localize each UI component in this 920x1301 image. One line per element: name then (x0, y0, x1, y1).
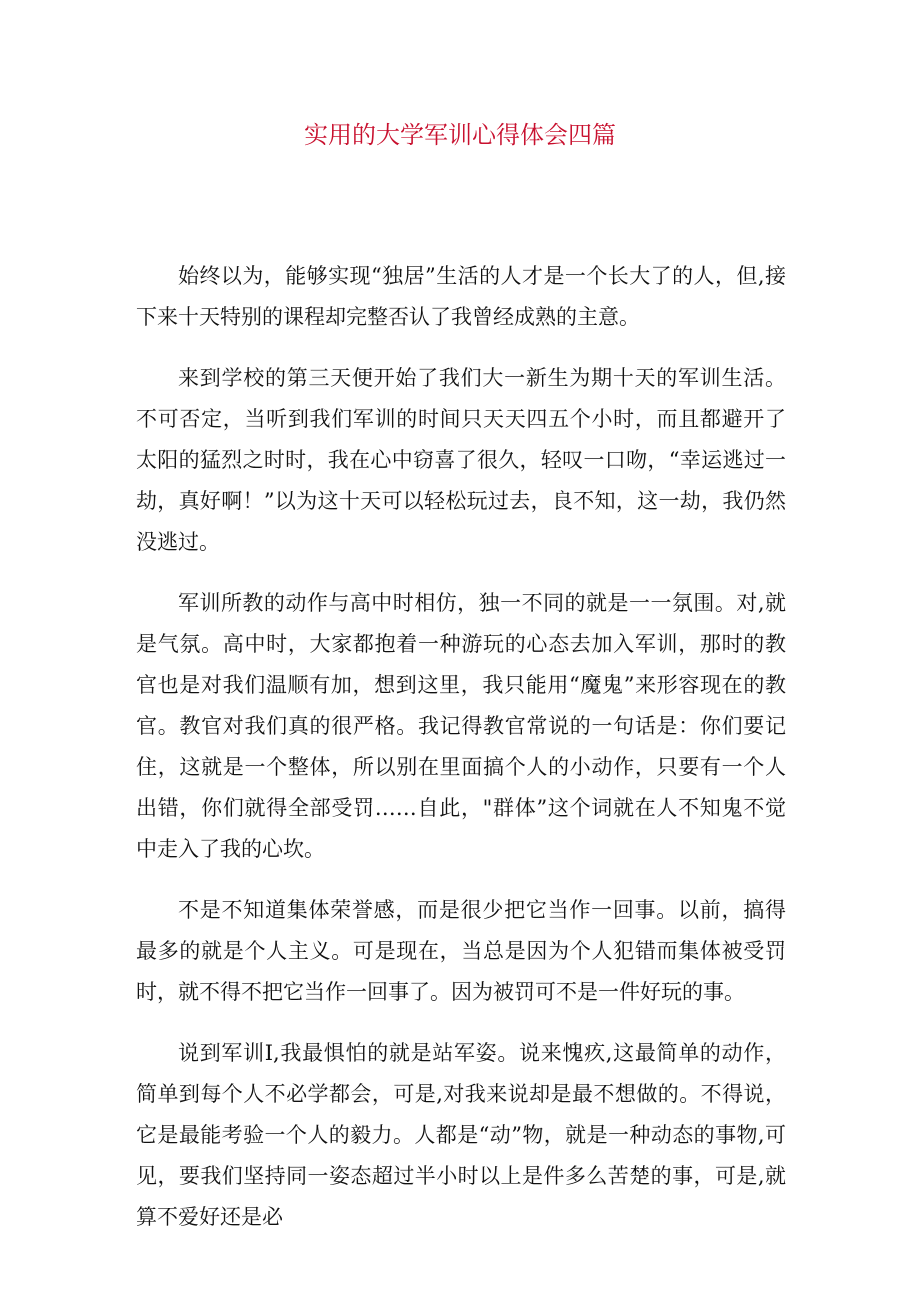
paragraph-2: 来到学校的第三天便开始了我们大一新生为期十天的军训生活。不可否定，当听到我们军训的时间只天天四五个小时，而且都避开了太阳的猛烈之时时，我在心中窃喜了很久，轻叹一口吻，“幸运逃过一劫，真好啊！”以为这十天可以轻松玩过去，良不知，这一劫，我仍然没逃过。 (136, 366, 786, 554)
document-title: 实用的大学军训心得体会四篇 (304, 121, 616, 149)
document-body (136, 256, 786, 1258)
paragraph-1: 始终以为，能够实现“独居”生活的人才是一个长大了的人，但,接下来十天特别的课程却完整否认了我曾经成熟的主意。 (136, 264, 786, 329)
paragraph-4: 不是不知道集体荣誉感，而是很少把它当作一回事。以前，搞得最多的就是个人主义。可是现在，当总是因为个人犯错而集体被受罚时，就不得不把它当作一回事了。因为被罚可不是一件好玩的事。 (136, 898, 786, 1004)
paragraph-5: 说到军训I,我最惧怕的就是站军姿。说来愧疚,这最简单的动作，简单到每个人不必学都会，可是,对我来说却是最不想做的。不得说，它是最能考验一个人的毅力。人都是“动”物，就是一种动态的事物,可见，要我们坚持同一姿态超过半小时以上是件多么苦楚的事，可是,就算不爱好还是必 (136, 1041, 786, 1229)
paragraph-3: 军训所教的动作与高中时相仿，独一不同的就是一一氛围。对,就是气氛。高中时，大家都抱着一种游玩的心态去加入军训，那时的教官也是对我们温顺有加，想到这里，我只能用“魔鬼”来形容现在的教官。教官对我们真的很严格。我记得教官常说的一句话是：你们要记住，这就是一个整体，所以别在里面搞个人的小动作，只要有一个人出错，你们就得全部受罚……自此，"群体”这个词就在人不知鬼不觉中走入了我的心坎。 (136, 591, 786, 861)
